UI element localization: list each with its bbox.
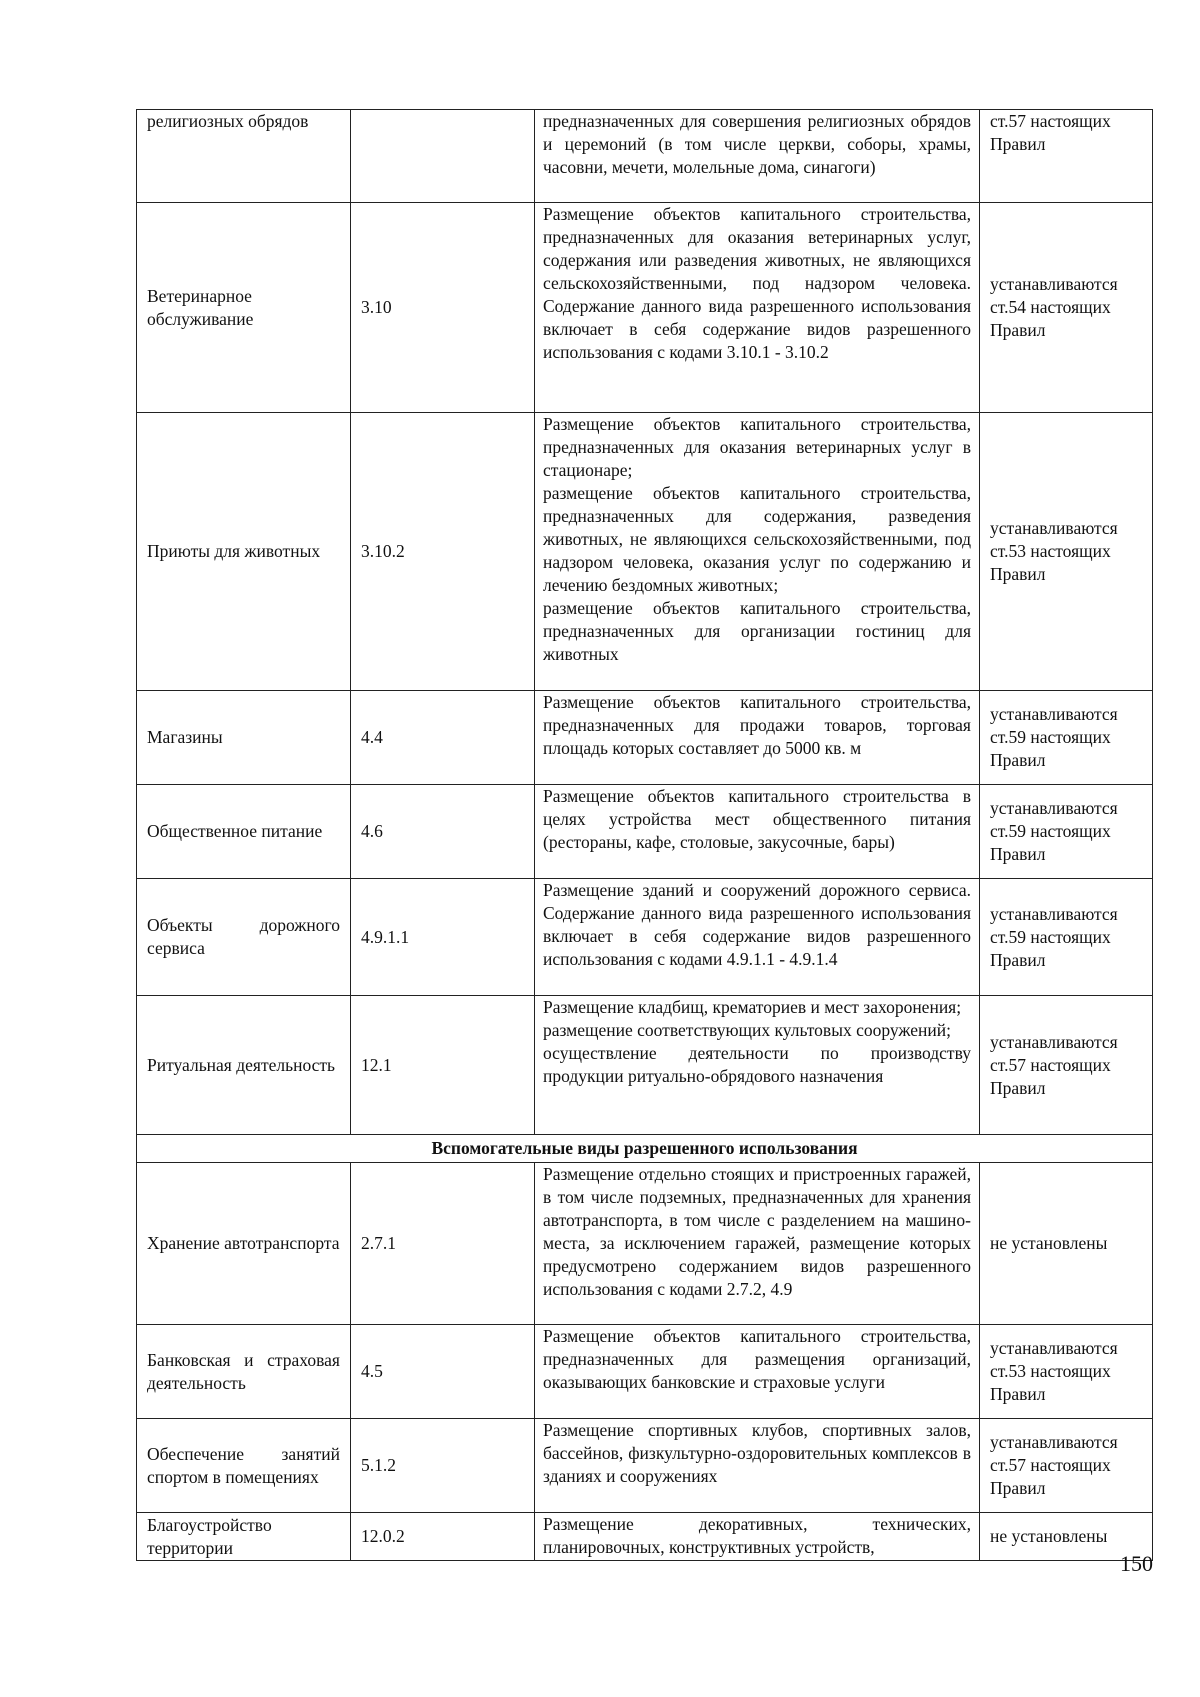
use-type-parameters: устанавливаются ст.57 настоящих Правил (980, 1419, 1153, 1513)
description-paragraph: размещение объектов капитального строительства, предназначенных для организации гостиниц для животных (543, 598, 971, 664)
use-type-name: Обеспечение занятий спортом в помещениях (137, 1419, 351, 1513)
description-paragraph: размещение соответствующих культовых сооружений; (543, 1020, 951, 1040)
use-type-name: Ветеринарное обслуживание (137, 203, 351, 413)
use-type-description (535, 413, 980, 691)
use-type-description (535, 110, 980, 203)
use-type-description (535, 691, 980, 785)
use-type-name: Банковская и страховая деятельность (137, 1325, 351, 1419)
use-type-description (535, 203, 980, 413)
description-paragraph: осуществление деятельности по производству продукции ритуально-обрядового назначения (543, 1043, 971, 1086)
use-type-parameters: устанавливаются ст.54 настоящих Правил (980, 203, 1153, 413)
description-paragraph: Размещение объектов капитального строительства в целях устройства мест общественного питания (рестораны, кафе, столовые, закусочные, бары) (543, 786, 971, 852)
use-type-description (535, 1513, 980, 1561)
use-type-name: Общественное питание (137, 785, 351, 879)
use-type-parameters: устанавливаются ст.53 настоящих Правил (980, 413, 1153, 691)
description-paragraph: предназначенных для совершения религиозных обрядов и церемоний (в том числе церкви, соборы, храмы, часовни, мечети, молельные дома, синагоги) (543, 111, 971, 177)
description-paragraph: Размещение отдельно стоящих и пристроенных гаражей, в том числе подземных, предназначенных для хранения автотранспорта, в том числе с разделением на машино-места, за исключением гаражей, размещение которых предусмотрено содержанием видов разрешенного использования с кодами 2.7.2, 4.9 (543, 1164, 971, 1299)
land-use-table (136, 109, 1153, 1561)
use-type-description (535, 1419, 980, 1513)
use-type-code: 4.6 (351, 785, 535, 879)
use-type-code: 5.1.2 (351, 1419, 535, 1513)
use-type-description (535, 996, 980, 1135)
table-row (137, 996, 1153, 1135)
description-paragraph: Размещение объектов капитального строительства, предназначенных для продажи товаров, торговая площадь которых составляет до 5000 кв. м (543, 692, 971, 758)
description-paragraph: Размещение зданий и сооружений дорожного сервиса. Содержание данного вида разрешенного использования включает в себя содержание видов разрешенного использования с кодами 4.9.1.1 - 4.9.1.4 (543, 880, 971, 969)
table-row (137, 691, 1153, 785)
description-paragraph: Размещение декоративных, технических, планировочных, конструктивных устройств, (543, 1514, 971, 1557)
use-type-description (535, 1325, 980, 1419)
section-title: Вспомогательные виды разрешенного использования (137, 1135, 1153, 1163)
use-type-code: 3.10 (351, 203, 535, 413)
use-type-name: Приюты для животных (137, 413, 351, 691)
description-paragraph: Размещение спортивных клубов, спортивных залов, бассейнов, физкультурно-оздоровительных комплексов в зданиях и сооружениях (543, 1420, 971, 1486)
use-type-code: 3.10.2 (351, 413, 535, 691)
use-type-description (535, 1163, 980, 1325)
use-type-code: 4.4 (351, 691, 535, 785)
use-type-parameters: ст.57 настоящих Правил (980, 110, 1153, 203)
page-number: 150 (1120, 1551, 1153, 1576)
table-row (137, 203, 1153, 413)
use-type-name: Благоустройство территории (137, 1513, 351, 1561)
table-row (137, 413, 1153, 691)
table-row (137, 110, 1153, 203)
use-type-code: 4.5 (351, 1325, 535, 1419)
description-paragraph: Размещение объектов капитального строительства, предназначенных для размещения организаций, оказывающих банковские и страховые услуги (543, 1326, 971, 1392)
description-paragraph: размещение объектов капитального строительства, предназначенных для содержания, разведения животных, не являющихся сельскохозяйственными, под надзором человека, оказания услуг по содержанию и лечению бездомных животных; (543, 483, 971, 595)
description-paragraph: Размещение кладбищ, крематориев и мест захоронения; (543, 997, 962, 1017)
use-type-parameters: не установлены (980, 1513, 1153, 1561)
table-row (137, 879, 1153, 996)
use-type-description (535, 879, 980, 996)
use-type-name: религиозных обрядов (137, 110, 351, 203)
use-type-code: 12.0.2 (351, 1513, 535, 1561)
table-body-primary (137, 110, 1153, 1135)
use-type-parameters: устанавливаются ст.59 настоящих Правил (980, 879, 1153, 996)
description-paragraph: Размещение объектов капитального строительства, предназначенных для оказания ветеринарных услуг в стационаре; (543, 414, 971, 480)
use-type-parameters: не установлены (980, 1163, 1153, 1325)
table-row (137, 1325, 1153, 1419)
table-row (137, 785, 1153, 879)
use-type-parameters: устанавливаются ст.53 настоящих Правил (980, 1325, 1153, 1419)
use-type-name: Магазины (137, 691, 351, 785)
use-type-parameters: устанавливаются ст.59 настоящих Правил (980, 691, 1153, 785)
use-type-parameters: устанавливаются ст.59 настоящих Правил (980, 785, 1153, 879)
use-type-name: Ритуальная деятельность (137, 996, 351, 1135)
use-type-parameters: устанавливаются ст.57 настоящих Правил (980, 996, 1153, 1135)
use-type-description (535, 785, 980, 879)
table-row (137, 1513, 1153, 1561)
use-type-code (351, 110, 535, 203)
table-row (137, 1163, 1153, 1325)
section-header-row (137, 1135, 1153, 1163)
table-row (137, 1419, 1153, 1513)
description-paragraph: Размещение объектов капитального строительства, предназначенных для оказания ветеринарных услуг, содержания или разведения животных, не являющихся сельскохозяйственными, под надзором человека. Содержание данного вида разрешенного использования включает в себя содержание видов разрешенного использования с кодами 3.10.1 - 3.10.2 (543, 204, 971, 362)
use-type-code: 12.1 (351, 996, 535, 1135)
use-type-name: Объекты дорожного сервиса (137, 879, 351, 996)
use-type-name: Хранение автотранспорта (137, 1163, 351, 1325)
use-type-code: 4.9.1.1 (351, 879, 535, 996)
table-body-auxiliary (137, 1163, 1153, 1561)
table-body-section (137, 1135, 1153, 1163)
use-type-code: 2.7.1 (351, 1163, 535, 1325)
